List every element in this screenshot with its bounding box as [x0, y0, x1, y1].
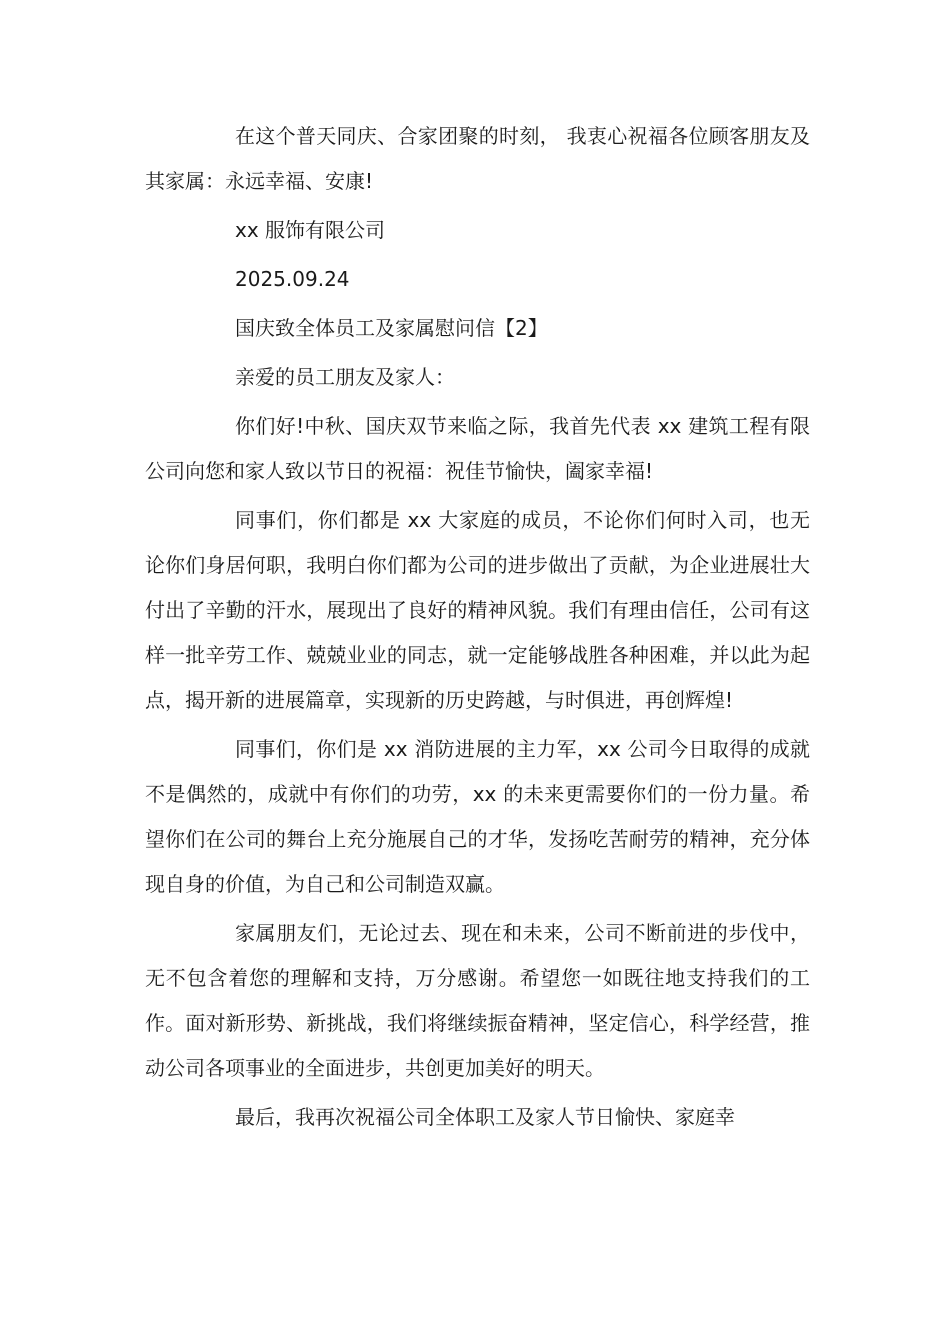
signature-date: 2025.09.24 — [235, 267, 350, 291]
greeting-paragraph: 在这个普天同庆、合家团聚的时刻， 我衷心祝福各位顾客朋友及其家属：永远幸福、安康! — [145, 124, 810, 193]
letter-heading: 国庆致全体员工及家属慰问信【2】 — [235, 316, 548, 340]
body-paragraph: 家属朋友们，无论过去、现在和未来，公司不断前进的步伐中，无不包含着您的理解和支持，万分感谢。希望您一如既往地支持我们的工作。面对新形势、新挑战，我们将继续振奋精神，坚定信心，科学经营，推动公司各项事业的全面进步，共创更加美好的明天。 — [145, 921, 810, 1080]
company-signature: xx 服饰有限公司 — [235, 218, 386, 242]
closing-paragraph: 最后，我再次祝福公司全体职工及家人节日愉快、家庭幸 — [235, 1105, 735, 1129]
body-paragraph: 同事们，你们都是 xx 大家庭的成员，不论你们何时入司，也无论你们身居何职，我明白你们都为公司的进步做出了贡献，为企业进展壮大付出了辛勤的汗水，展现出了良好的精神风貌。我们有理由信任，公司有这样一批辛劳工作、兢兢业业的同志，就一定能够战胜各种困难，并以此为起点，揭开新的进展篇章，实现新的历史跨越，与时俱进，再创辉煌! — [145, 508, 810, 712]
body-paragraph: 你们好!中秋、国庆双节来临之际，我首先代表 xx 建筑工程有限公司向您和家人致以节日的祝福：祝佳节愉快，阖家幸福! — [145, 414, 810, 483]
salutation: 亲爱的员工朋友及家人： — [235, 365, 455, 389]
body-paragraph: 同事们，你们是 xx 消防进展的主力军，xx 公司今日取得的成就不是偶然的，成就中有你们的功劳，xx 的未来更需要你们的一份力量。希望你们在公司的舞台上充分施展自己的才华，发扬吃苦耐劳的精神，充分体现自身的价值，为自己和公司制造双赢。 — [145, 737, 810, 896]
document-body — [145, 114, 810, 1140]
